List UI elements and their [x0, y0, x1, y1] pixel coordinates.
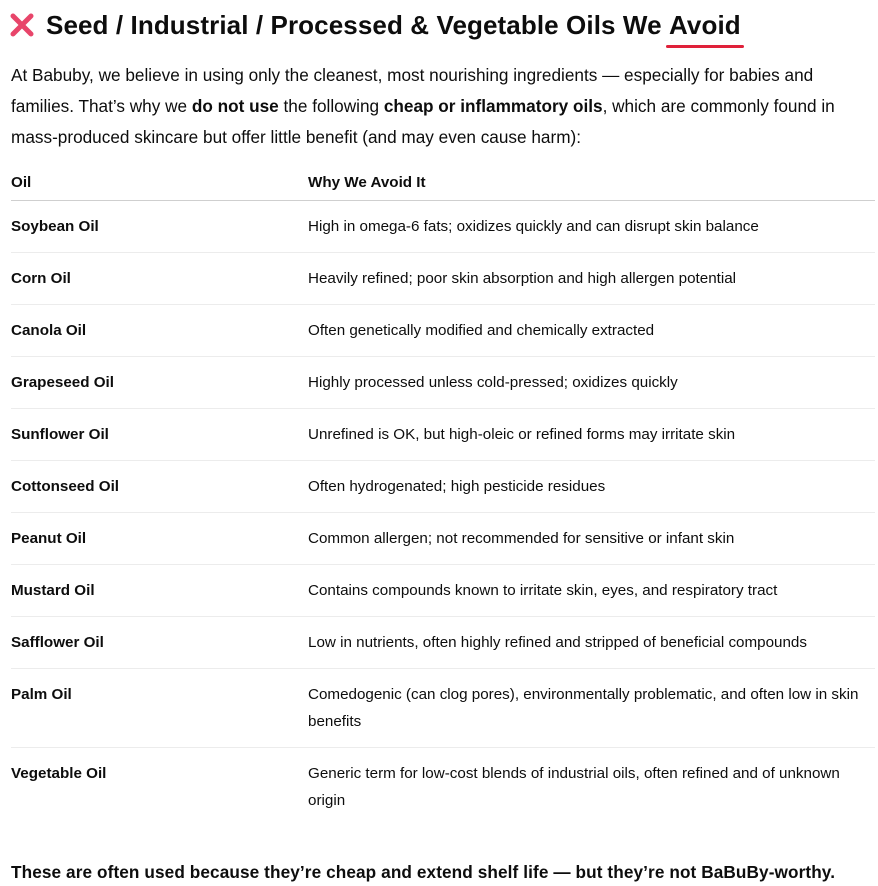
oil-reason: Common allergen; not recommended for sensitive or infant skin	[308, 513, 875, 565]
table-row	[11, 201, 875, 253]
page-title	[46, 10, 741, 41]
oil-reason: Highly processed unless cold-pressed; oxidizes quickly	[308, 357, 875, 409]
oil-reason: Comedogenic (can clog pores), environmentally problematic, and often low in skin benefits	[308, 669, 875, 748]
heading-row	[11, 0, 875, 50]
cross-mark-icon	[8, 11, 36, 39]
oils-table	[11, 167, 875, 826]
table-row	[11, 513, 875, 565]
intro-bold-2: cheap or inflammatory oils	[383, 96, 603, 116]
table-row	[11, 748, 875, 827]
table-header-row	[11, 167, 875, 201]
oil-reason: Heavily refined; poor skin absorption and high allergen potential	[308, 253, 875, 305]
title-text: Seed / Industrial / Processed & Vegetable Oils We	[46, 9, 669, 40]
oil-name: Peanut Oil	[11, 513, 308, 565]
oil-name: Canola Oil	[11, 305, 308, 357]
intro-bold-1: do not use	[191, 96, 279, 116]
column-header-oil: Oil	[11, 167, 308, 201]
oil-name: Sunflower Oil	[11, 409, 308, 461]
title-highlight-link[interactable]: Avoid	[668, 9, 741, 40]
oil-reason: Often genetically modified and chemically extracted	[308, 305, 875, 357]
oil-reason: Unrefined is OK, but high-oleic or refined forms may irritate skin	[308, 409, 875, 461]
oil-name: Mustard Oil	[11, 565, 308, 617]
table-row	[11, 253, 875, 305]
oil-name: Grapeseed Oil	[11, 357, 308, 409]
table-row	[11, 305, 875, 357]
oil-name: Palm Oil	[11, 669, 308, 748]
intro-paragraph	[11, 60, 873, 153]
table-row	[11, 409, 875, 461]
intro-text-2: the following	[278, 96, 384, 116]
column-header-reason: Why We Avoid It	[308, 167, 875, 201]
table-row	[11, 617, 875, 669]
intro-text-3: , which are commonly found in mass-produced skincare but offer little benefit (and may even cause harm):	[11, 96, 835, 147]
oil-reason: Often hydrogenated; high pesticide residues	[308, 461, 875, 513]
oil-reason: Low in nutrients, often highly refined and stripped of beneficial compounds	[308, 617, 875, 669]
table-row	[11, 461, 875, 513]
oil-reason: High in omega-6 fats; oxidizes quickly and can disrupt skin balance	[308, 201, 875, 253]
oil-name: Cottonseed Oil	[11, 461, 308, 513]
oil-name: Vegetable Oil	[11, 765, 107, 782]
oil-reason: Contains compounds known to irritate skin, eyes, and respiratory tract	[308, 565, 875, 617]
oil-reason: Generic term for low-cost blends of industrial oils, often refined and of unknown origin	[308, 765, 840, 809]
table-row	[11, 565, 875, 617]
intro-text-1: At Babuby, we believe in using only the cleanest, most nourishing ingredients — especially for babies and families. That’s why we	[11, 65, 814, 116]
table-row	[11, 669, 875, 748]
oil-name: Corn Oil	[11, 253, 308, 305]
closing-statement: These are often used because they’re cheap and extend shelf life — but they’re not BaBuBy-worthy.	[11, 862, 836, 882]
table-row	[11, 357, 875, 409]
oil-name: Soybean Oil	[11, 201, 308, 253]
oil-name: Safflower Oil	[11, 617, 308, 669]
